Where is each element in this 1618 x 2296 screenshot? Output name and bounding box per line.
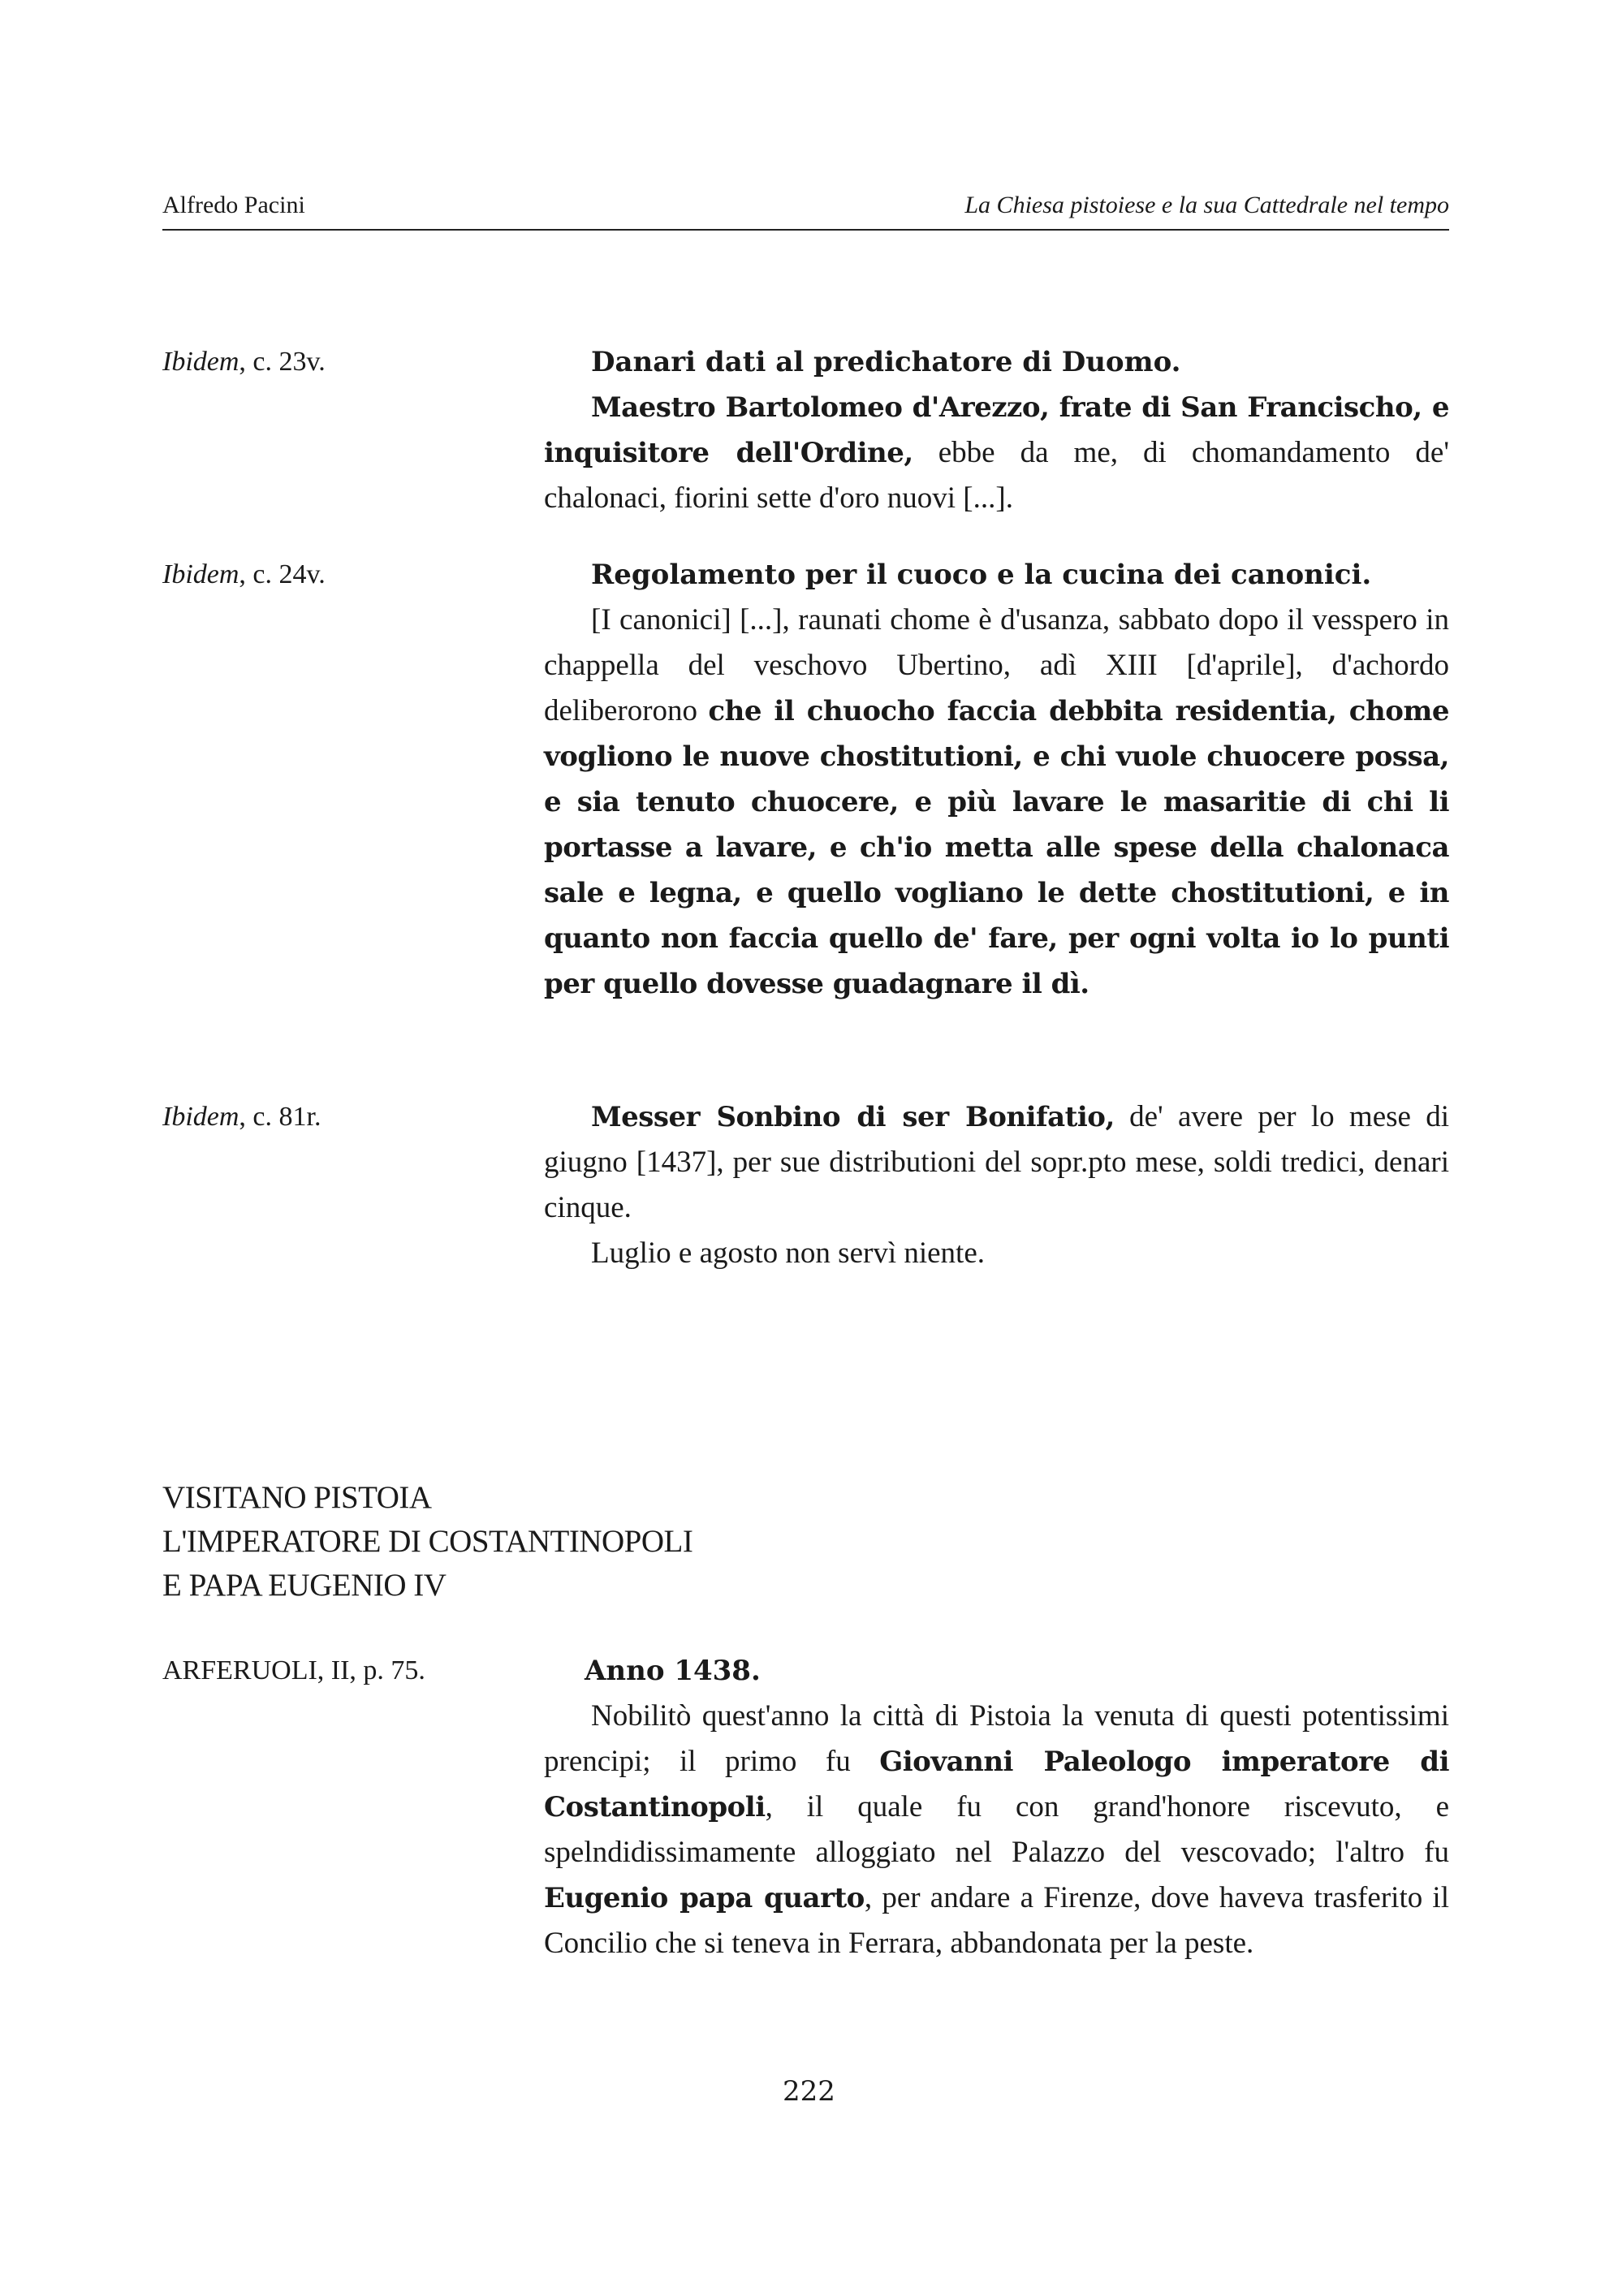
citation-source: Ibidem [162, 559, 239, 589]
plain-text: ebbe da me, di chomandamento de' chalonaci, fiorini sette d'oro nuovi [...]. [544, 436, 1449, 515]
paragraph [544, 385, 1449, 521]
paragraph [544, 1694, 1449, 1966]
bold-text: che il chuocho faccia debbita residentia, chome vogliono le nuove chostitutioni, e chi vuole chuocere possa, e sia tenuto chuocere, e più lavare le masaritie di chi li portasse a lavare, e ch'io metta alle spese della chalonaca sale e legna, e quello vogliano le dette chostitutioni, e in quanto non faccia quello de' fare, per ogni volta io lo punti per quello dovesse guadagnare il dì. [544, 695, 1450, 1000]
citation [162, 552, 487, 598]
entry-body [544, 1094, 1449, 1276]
paragraph: Luglio e agosto non servì niente. [591, 1236, 986, 1270]
section-title-line: VISITANO PISTOIA [162, 1480, 432, 1515]
plain-text: , il quale fu con grand'honore riscevuto, e spelndidissimamente alloggiato nel Palazzo del vescovado; l'altro fu [544, 1790, 1449, 1869]
running-head [162, 192, 1449, 219]
bold-text: Giovanni Paleologo imperatore di Costantinopoli [544, 1746, 1449, 1823]
page-number: 222 [783, 2075, 835, 2108]
citation [162, 1094, 487, 1140]
bold-text: Eugenio papa quarto [544, 1882, 865, 1914]
plain-text: [I canonici] [...], raunati chome è d'usanza, sabbato dopo il vesspero in chappella del veschovo Ubertino, adì XIII [d'aprile], d'achordo deliberorono [544, 603, 1449, 727]
plain-text: de' avere per lo mese di giugno [1437], per sue distributioni del sopr.pto mese, soldi tredici, denari cinque. [544, 1100, 1450, 1224]
citation: ARFERUOLI, II, p. 75. [162, 1655, 425, 1685]
citation-locator: , c. 81r. [239, 1102, 321, 1132]
section-title-line: E PAPA EUGENIO IV [162, 1568, 447, 1603]
entry-heading: Danari dati al predichatore di Duomo. [591, 346, 1181, 378]
entry-body [544, 1648, 1449, 1966]
header-rule [162, 229, 1449, 231]
plain-text: Nobilitò quest'anno la città di Pistoia la venuta di questi potentissimi prencipi; il primo fu [544, 1699, 1449, 1778]
bold-text: Maestro Bartolomeo d'Arezzo, frate di San Francischo, e inquisitore dell'Ordine, [544, 391, 1449, 469]
section-title [162, 1476, 693, 1608]
section-title-line: L'IMPERATORE DI COSTANTINOPOLI [162, 1524, 693, 1559]
entry-heading: Regolamento per il cuoco e la cucina dei canonici. [591, 559, 1372, 591]
paragraph [544, 598, 1449, 1007]
entry-heading: Anno 1438. [585, 1655, 761, 1687]
book-title: La Chiesa pistoiese e la sua Cattedrale nel tempo [964, 192, 1449, 218]
entry-body [544, 339, 1449, 521]
citation-locator: , c. 23v. [239, 347, 326, 377]
paragraph [544, 1094, 1449, 1231]
citation-locator: , c. 24v. [239, 559, 326, 589]
citation-source: Ibidem [162, 347, 239, 377]
citation-source: Ibidem [162, 1102, 239, 1132]
bold-text: Messer Sonbino di ser Bonifatio, [591, 1101, 1115, 1133]
entry-body [544, 552, 1449, 1007]
citation [162, 339, 487, 385]
plain-text: , per andare a Firenze, dove haveva trasferito il Concilio che si teneva in Ferrara, abbandonata per la peste. [544, 1881, 1449, 1960]
author-name: Alfredo Pacini [162, 192, 305, 218]
